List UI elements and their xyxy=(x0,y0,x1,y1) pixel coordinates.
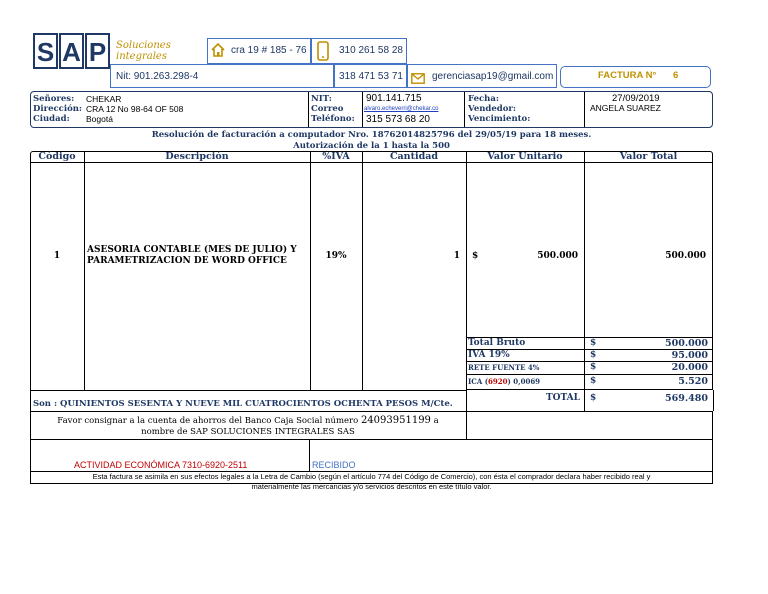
header-codigo: Código xyxy=(38,151,76,162)
bank-line1: Favor consignar a la cuenta de ahorros del Banco Caja Social número xyxy=(57,416,359,426)
header-valor-unitario: Valor Unitario xyxy=(487,151,563,162)
client-nit: 901.141.715 xyxy=(366,93,422,104)
client-phone: 315 573 68 20 xyxy=(366,114,430,125)
home-icon xyxy=(210,42,226,58)
currency-total-bruto: $ xyxy=(590,338,597,348)
amount-in-words: Son : QUINIENTOS SESENTA Y NUEVE MIL CUATROCIENTOS OCHENTA PESOS M/Cte. xyxy=(33,399,453,409)
logo xyxy=(33,33,110,69)
item-description: ASESORIA CONTABLE (MES DE JULIO) Y PARAMETRIZACION DE WORD OFFICE xyxy=(87,245,297,266)
item-unit-value: 500.000 xyxy=(537,251,578,261)
client-address: CRA 12 No 98-64 OF 508 xyxy=(86,104,184,114)
received-label: RECIBIDO xyxy=(312,460,356,470)
iva-label: IVA 19% xyxy=(468,350,510,360)
resolution-line2: Autorización de la 1 hasta la 500 xyxy=(293,141,450,151)
label-direccion: Dirección: xyxy=(33,104,83,114)
ica-code: 6920 xyxy=(488,377,508,386)
currency-ica: $ xyxy=(590,376,597,386)
ica-label-pre: ICA ( xyxy=(468,377,489,386)
label-nit: NIT: xyxy=(311,94,332,104)
item-quantity: 1 xyxy=(453,251,460,261)
legal-line1: Esta factura se asimila en sus efectos legales a la Letra de Cambio (según el artículo 774 del Código de Comercio), con ésta el comprador declara haber recibido real y xyxy=(92,472,651,481)
item-code: 1 xyxy=(53,251,61,261)
invoice-number: 6 xyxy=(673,70,679,81)
invoice-date: 27/09/2019 xyxy=(612,93,660,104)
currency-iva: $ xyxy=(590,350,597,360)
item-currency: $ xyxy=(472,251,479,261)
resolution-line1: Resolución de facturación a computador Nro. 18762014825796 del 29/05/19 para 18 meses. xyxy=(151,130,592,140)
total-bruto-value: 500.000 xyxy=(665,338,708,349)
bank-account: 24093951199 xyxy=(360,415,431,426)
economic-activity: ACTIVIDAD ECONÓMICA 7310-6920-2511 xyxy=(74,460,248,470)
company-email[interactable]: gerenciasap19@gmail.com xyxy=(432,71,554,82)
company-nit: Nit: 901.263.298-4 xyxy=(116,71,199,82)
legal-text xyxy=(30,472,713,492)
client-name: CHEKAR xyxy=(86,94,122,104)
label-telefono: Teléfono: xyxy=(311,114,355,124)
ica-label xyxy=(468,377,540,386)
company-address: cra 19 # 185 - 76 xyxy=(231,45,307,56)
rete-label: RETE FUENTE 4% xyxy=(468,363,540,372)
tagline: Soluciones integrales xyxy=(116,40,171,62)
total-label: TOTAL xyxy=(545,393,580,403)
logo-letter-p: P xyxy=(85,33,110,69)
invoice-label: FACTURA N° xyxy=(598,70,657,81)
rete-value: 20.000 xyxy=(671,362,708,373)
mobile-phone-icon xyxy=(317,41,329,61)
bank-line1-end: a xyxy=(433,416,439,426)
bank-line2: nombre de SAP SOLUCIONES INTEGRALES SAS xyxy=(141,427,355,437)
item-iva: 19% xyxy=(325,251,347,261)
label-correo: Correo xyxy=(311,104,344,114)
total-bruto-label: Total Bruto xyxy=(468,338,526,348)
currency-rete: $ xyxy=(590,362,597,372)
header-iva: %IVA xyxy=(322,151,350,162)
header-cantidad: Cantidad xyxy=(389,151,439,162)
client-email[interactable]: alvaro.echeverri@chekar.co xyxy=(364,106,439,112)
company-phone1: 310 261 58 28 xyxy=(339,45,403,56)
ica-label-post: ) 0,0069 xyxy=(507,377,541,386)
header-descripcion: Descripción xyxy=(165,151,229,162)
item-total-value: 500.000 xyxy=(665,251,706,261)
logo-letter-a: A xyxy=(59,33,84,69)
label-ciudad: Ciudad: xyxy=(33,114,70,124)
seller-name: ANGELA SUAREZ xyxy=(590,103,661,113)
client-city: Bogotá xyxy=(86,114,113,124)
bank-instructions xyxy=(30,415,466,438)
company-phone2: 318 471 53 71 xyxy=(339,71,403,82)
header-valor-total: Valor Total xyxy=(619,151,678,162)
legal-line2: materialmente las mercancias y/o servicios descritos en este título valor. xyxy=(251,482,492,491)
label-vencimiento: Vencimiento: xyxy=(468,114,531,124)
envelope-icon xyxy=(411,71,425,82)
currency-total: $ xyxy=(590,393,597,403)
iva-value: 95.000 xyxy=(671,350,708,361)
label-fecha: Fecha: xyxy=(468,94,499,104)
total-value: 569.480 xyxy=(665,393,708,404)
ica-value: 5.520 xyxy=(678,376,708,387)
logo-letter-s: S xyxy=(33,33,58,69)
label-vendedor: Vendedor: xyxy=(468,104,516,114)
label-senores: Señores: xyxy=(33,94,75,104)
